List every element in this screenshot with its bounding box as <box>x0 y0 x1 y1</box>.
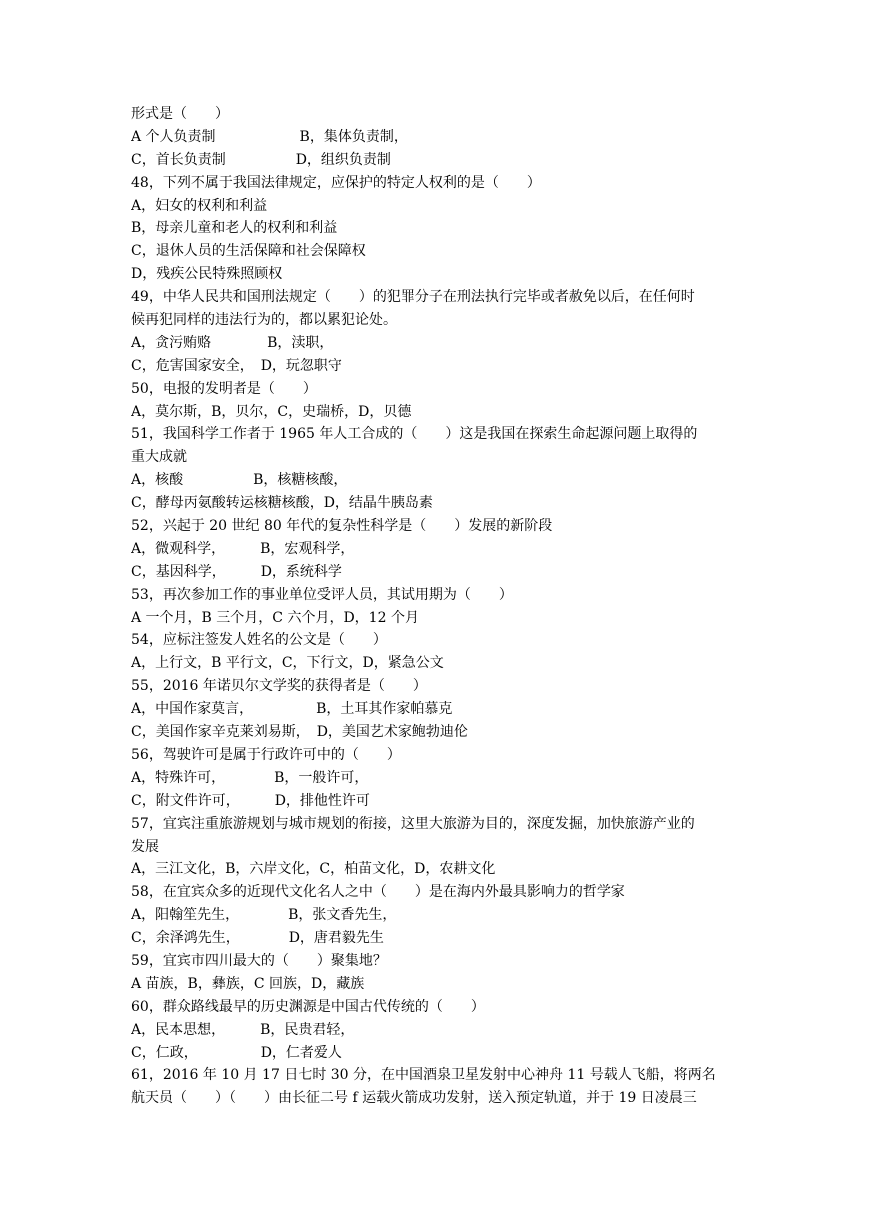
text-line: 56，驾驶许可是属于行政许可中的（ ） <box>131 746 401 763</box>
text-line: C，仁政， D，仁者爱人 <box>131 1044 342 1061</box>
text-line: A，三江文化，B，六岸文化，C，柏苗文化，D，农耕文化 <box>131 861 496 878</box>
text-line: A，贪污贿赂 B，渎职， <box>131 334 334 351</box>
text-line: 55，2016 年诺贝尔文学奖的获得者是（ ） <box>131 678 427 695</box>
text-line: A，中国作家莫言， B，土耳其作家帕慕克 <box>131 701 453 718</box>
text-line: 50，电报的发明者是（ ） <box>131 380 317 397</box>
text-line: 61，2016 年 10 月 17 日七时 30 分，在中国酒泉卫星发射中心神舟 11 号载人飞船，将两名 <box>131 1067 716 1084</box>
text-line: C，附文件许可， D，排他性许可 <box>131 792 370 809</box>
text-line: 48，下列不属于我国法律规定，应保护的特定人权利的是（ ） <box>131 174 541 191</box>
text-line: 52，兴起于 20 世纪 80 年代的复杂性科学是（ ）发展的新阶段 <box>131 518 553 535</box>
text-line: A，核酸 B，核糖核酸， <box>131 472 348 489</box>
text-line: A，上行文，B 平行文，C，下行文，D，紧急公文 <box>131 655 444 672</box>
text-line: 49，中华人民共和国刑法规定（ ）的犯罪分子在刑法执行完毕或者赦免以后，在任何时 <box>131 289 695 306</box>
text-line: 重大成就 <box>131 449 187 466</box>
text-line: A，莫尔斯，B，贝尔，C，史瑞桥，D，贝德 <box>131 403 412 420</box>
text-line: 54，应标注签发人姓名的公文是（ ） <box>131 632 387 649</box>
text-line: 航天员（ ）（ ）由长征二号 f 运载火箭成功发射，送入预定轨道，并于 19 日凌晨三 <box>131 1090 697 1107</box>
text-line: C，首长负责制 D，组织负责制 <box>131 151 391 168</box>
text-line: B，母亲儿童和老人的权利和利益 <box>131 220 338 237</box>
text-line: 57，宜宾注重旅游规划与城市规划的衔接，这里大旅游为目的，深度发掘，加快旅游产业的 <box>131 815 695 832</box>
text-line: 58，在宜宾众多的近现代文化名人之中（ ）是在海内外最具影响力的哲学家 <box>131 884 625 901</box>
text-line: D，残疾公民特殊照顾权 <box>131 266 283 283</box>
text-line: 59，宜宾市四川最大的（ ）聚集地？ <box>131 952 387 969</box>
text-line: 51，我国科学工作者于 1965 年人工合成的（ ）这是我国在探索生命起源问题上取得的 <box>131 426 698 443</box>
text-line: 53，再次参加工作的事业单位受评人员，其试用期为（ ） <box>131 586 513 603</box>
text-line: 发展 <box>131 838 159 855</box>
text-line: A，妇女的权利和利益 <box>131 197 268 214</box>
text-line: A，阳翰笙先生， B，张文香先生， <box>131 907 397 924</box>
text-line: A，特殊许可， B，一般许可， <box>131 769 369 786</box>
text-line: C，余泽鸿先生， D，唐君毅先生 <box>131 930 384 947</box>
text-line: 形式是（ ） <box>131 106 229 122</box>
text-line: 候再犯同样的违法行为的，都以累犯论处。 <box>131 312 397 329</box>
text-line: C，美国作家辛克莱刘易斯， D，美国艺术家鲍勃迪伦 <box>131 724 468 741</box>
text-line: 60，群众路线最早的历史渊源是中国古代传统的（ ） <box>131 998 485 1015</box>
text-line: A 苗族，B，彝族，C 回族，D，藏族 <box>131 975 365 992</box>
text-line: A，微观科学， B，宏观科学， <box>131 540 355 557</box>
text-line: C，危害国家安全， D，玩忽职守 <box>131 357 342 374</box>
document-body <box>131 103 743 1110</box>
text-line: C，酵母丙氨酸转运核糖核酸，D，结晶牛胰岛素 <box>131 495 433 512</box>
text-line: C，基因科学， D，系统科学 <box>131 563 342 580</box>
text-line: A 一个月，B 三个月，C 六个月，D，12 个月 <box>131 609 419 626</box>
text-line: A，民本思想， B，民贵君轻， <box>131 1021 355 1038</box>
text-line: A 个人负责制 B，集体负责制， <box>131 128 408 145</box>
text-line: C，退休人员的生活保障和社会保障权 <box>131 243 366 260</box>
